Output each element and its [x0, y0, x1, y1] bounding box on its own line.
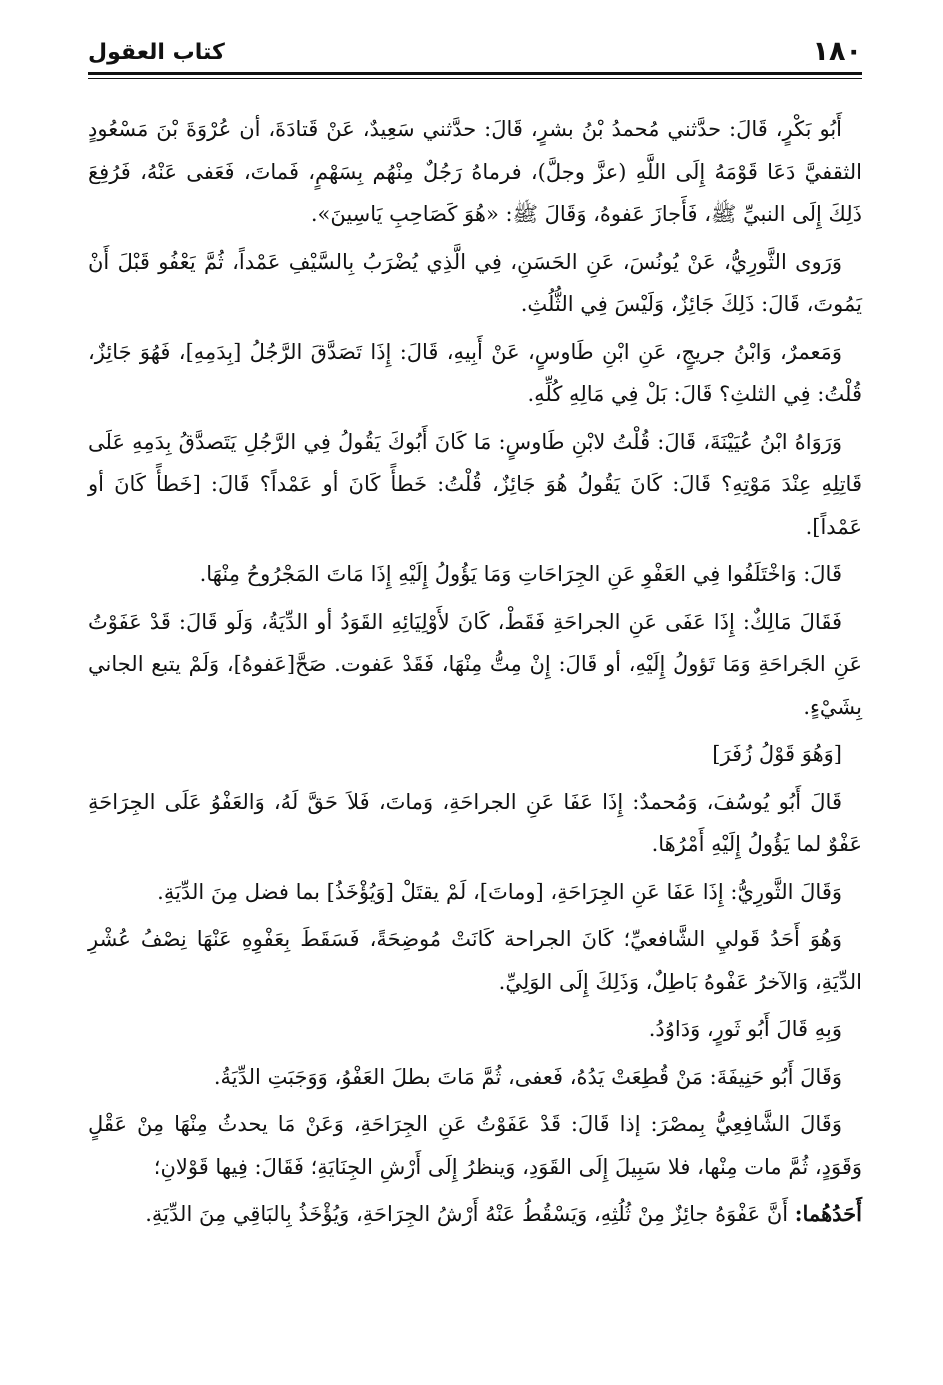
header-rule-thin	[88, 78, 862, 79]
page-header	[88, 34, 862, 74]
paragraph-text: وَبِهِ قَالَ أَبُو ثَورٍ، وَدَاوُدُ.	[648, 1017, 842, 1041]
paragraph-text: وَهُوَ أَحَدُ قَوليِ الشَّافعيِّ؛ كَانَ الجراحة كَانَتْ مُوضِحَةً، فَسَقَطَ بِعَفْوِهِ عَنْهَا نِصْفُ عُشْرِ الدِّيَةِ، وَالآخرُ عَفْوهُ بَاطِلٌ، وَذَلِكَ إِلَى الوَلِيِّ.	[88, 927, 862, 994]
paragraph	[88, 918, 862, 1003]
paragraph-text: فَقَالَ مَالِكٌ: إِذَا عَفَى عَنِ الجراحَةِ فَقَطْ، كَانَ لأَوْلِيَائِهِ القَوَدُ أو الدِّيَةُ، وَلَو قَالَ: قَدْ عَفَوْتُ عَنِ الجَراحَةِ وَمَا تَؤولُ إِلَيْهِ، أو قَالَ: إِنْ مِتُّ مِنْهَا، فَقَدْ عَفوت. صَحَّ[عَفوهُ]، وَلَمْ يتبع الجاني بِشَيْءٍ.	[88, 609, 862, 719]
paragraph-text: وَقَالَ أَبُو حَنِيفَةَ: مَنْ قُطِعَتْ يَدُهُ، فَعفى، ثُمَّ مَاتَ بطلَ العَفْوُ، وَوَجَبَتِ الدِّيَةُ.	[213, 1064, 842, 1089]
paragraph-text: أَبُو بَكْرٍ، قَالَ: حدَّثني مُحمدُ بْنُ بشرٍ، قَالَ: حدَّثني سَعِيدٌ، عَنْ قَتادَةَ، أن عُرْوَةَ بْنَ مَسْعُودٍ الثقفيَّ دَعَا قَوْمَهُ إِلَى اللَّهِ (عزَّ وجلَّ)، فرماهُ رَجُلٌ مِنْهُم بِسَهْمٍ، فَماتَ، فَعَفى عَنْهُ، فَرُفِعَ ذَلِكَ إِلَى النبيِّ ﷺ، فَأَجازَ عَفوهُ، وَقَالَ ﷺ: «هُوَ كَصَاحِبِ يَاسِينَ».	[88, 117, 862, 226]
paragraph	[88, 108, 862, 236]
body-text	[88, 108, 862, 1241]
paragraph	[88, 1193, 862, 1236]
paragraph-text: [وَهُوَ قَوْلُ زُفَرَ]	[712, 742, 842, 766]
running-title: كتاب العقول	[88, 40, 225, 65]
paragraph	[88, 1103, 862, 1188]
paragraph	[88, 781, 862, 866]
paragraph	[88, 553, 862, 596]
paragraph	[88, 871, 862, 914]
paragraph-text: وَقَالَ الثَّورِيُّ: إِذَا عَفَا عَنِ الجِرَاحَةِ، [وماتَ]، لَمْ يقتَلْ [وَيُؤْخَذُ] بما فضل مِنَ الدِّيَةِ.	[157, 879, 842, 904]
paragraph-text: قَالَ أَبُو يُوسُفَ، وَمُحمدٌ: إِذَا عَفَا عَنِ الجراحَةِ، وَماتَ، فَلاَ حَقَّ لَهُ، وَالعَفْوُ عَلَى الجِرَاحَةِ عَفْوٌ لما يَؤُولُ إِلَيْهِ أَمْرُهَا.	[88, 789, 862, 856]
page-number: ١٨٠	[812, 36, 862, 67]
paragraph-text: وَرَوَاهُ ابْنُ عُيَيْنَةَ، قَالَ: قُلْتُ لابْنِ طَاوسٍ: مَا كَانَ أَبُوكَ يَقُولُ فِي الرَّجُلِ يَتَصدَّقُ بِدَمِهِ عَلَى قَاتِلِهِ عِنْدَ مَوْتِهِ؟ قَالَ: كَانَ يَقُولُ هُوَ جَائِزٌ، قُلْتُ: خَطأً كَانَ أو عَمْداً؟ قَالَ: [خَطأً كَانَ أو عَمْداً].	[88, 429, 862, 539]
paragraph	[88, 733, 862, 776]
paragraph	[88, 421, 862, 549]
paragraph-text: وَقَالَ الشَّافِعِيُّ بِمصْرَ: إذا قَالَ: قَدْ عَفَوْتُ عَنِ الجِرَاحَةِ، وَعَنْ مَا يحدثُ مِنْهَا مِنْ عَقْلٍ وَقَوَدٍ، ثُمَّ مات مِنْها، فلا سَبِيلَ إِلَى القَوَدِ، وَينظرُ إِلَى أَرْشِ الجِنَايَةِ؛ فَقَالَ: فِيها قَوْلانِ؛	[88, 1112, 862, 1179]
paragraph	[88, 331, 862, 416]
paragraph-text: وَمَعمرٌ، وَابْنُ جريجٍ، عَنِ ابْنِ طَاوسٍ، عَنْ أَبِيهِ، قَالَ: إِذَا تَصَدَّقَ الرَّجُلُ [بِدَمِهِ]، فَهُوَ جَائِزٌ، قُلْتُ: فِي الثلثِ؟ قَالَ: بَلْ فِي مَالِهِ كُلِّهِ.	[88, 339, 862, 406]
paragraph-text: أَنَّ عَفْوَهُ جائِزٌ مِنْ ثُلُثِهِ، وَيَسْقُطُ عَنْهُ أَرْشُ الجِرَاحَةِ، وَيُؤْخَذُ بِالبَاقِي مِنَ الدِّيَةِ.	[145, 1202, 795, 1226]
paragraph	[88, 1008, 862, 1051]
paragraph-text: قَالَ: وَاخْتَلَفُوا فِي العَفْوِ عَنِ الجِرَاحَاتِ وَمَا يَؤُولُ إِلَيْهِ إِذَا مَاتَ المَجْرُوحُ مِنْهَا.	[199, 562, 842, 586]
paragraph	[88, 241, 862, 326]
paragraph-lead: أَحَدُهُما:	[794, 1201, 862, 1226]
header-rule	[88, 72, 862, 75]
paragraph	[88, 601, 862, 729]
paragraph-text: وَرَوى الثَّورِيُّ، عَنْ يُونُسَ، عَنِ الحَسَنِ، فِي الَّذِي يُضْرَبُ بِالسَّيْفِ عَمْداً، ثُمَّ يَعْفُو قَبْلَ أَنْ يَمُوتَ، قَالَ: ذَلِكَ جَائِزٌ، وَلَيْسَ فِي الثُّلُثِ.	[88, 249, 862, 316]
paragraph	[88, 1056, 862, 1099]
